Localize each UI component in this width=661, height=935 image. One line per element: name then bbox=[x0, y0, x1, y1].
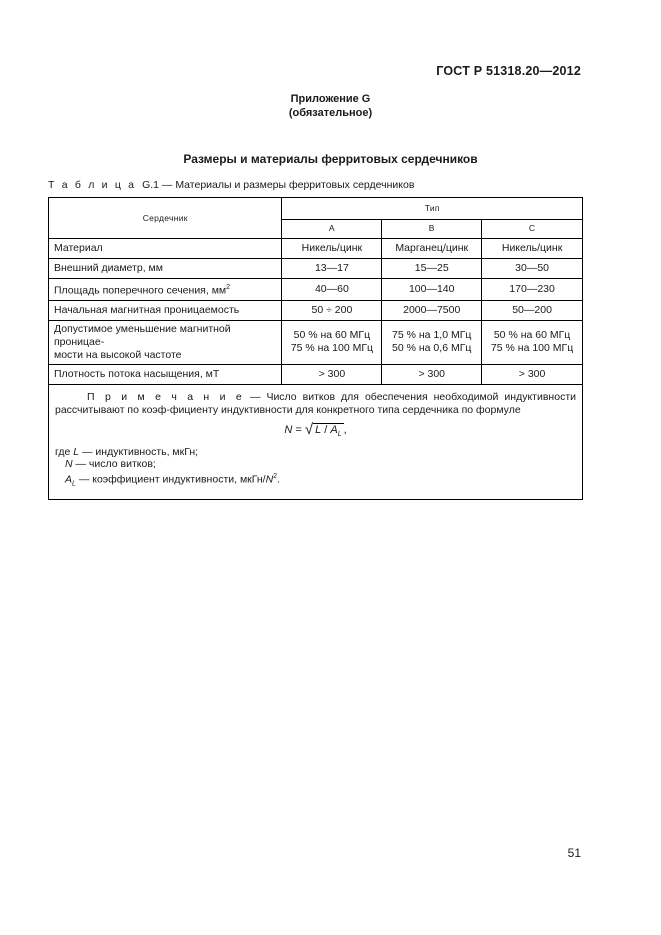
table-caption-text: G.1 — Материалы и размеры ферритовых сердечников bbox=[142, 179, 415, 191]
table-caption-prefix: Т а б л и ц а bbox=[48, 179, 137, 191]
note-text: — Число витков для обеспечения необходимой индуктивности рассчитывают по коэф-фициенту индуктивности для конкретного типа сердечника по формуле bbox=[55, 390, 576, 416]
where-n-text: — число витков; bbox=[72, 458, 156, 471]
cell-a bbox=[282, 320, 382, 364]
where-prefix: где bbox=[55, 445, 74, 458]
document-code: ГОСТ Р 51318.20—2012 bbox=[436, 64, 581, 78]
formula-radicand bbox=[313, 423, 344, 436]
where-n-symbol: N bbox=[65, 458, 73, 471]
header-core: Сердечник bbox=[49, 198, 282, 239]
cell-c: 50—200 bbox=[482, 300, 583, 320]
where-a-sub: L bbox=[72, 480, 76, 488]
cell-c: 170—230 bbox=[482, 279, 583, 301]
row-label-cross-section bbox=[49, 279, 282, 301]
where-a-sup: 2 bbox=[273, 472, 278, 480]
cell-b: > 300 bbox=[382, 364, 482, 384]
header-type-b: В bbox=[382, 219, 482, 238]
cell-b-line-2: 50 % на 0,6 МГц bbox=[392, 342, 472, 354]
where-n bbox=[55, 458, 576, 471]
cell-c: 30—50 bbox=[482, 259, 583, 279]
where-l-symbol: L bbox=[73, 445, 80, 458]
where-a-end: . bbox=[277, 473, 280, 486]
appendix-subtitle: (обязательное) bbox=[288, 107, 373, 119]
cell-b bbox=[382, 320, 482, 364]
note-paragraph bbox=[55, 391, 576, 417]
formula-slash: / bbox=[321, 423, 331, 436]
cell-b: 2000—7500 bbox=[382, 300, 482, 320]
header-type-c: С bbox=[482, 219, 583, 238]
appendix-heading bbox=[0, 92, 661, 120]
note-prefix: П р и м е ч а н и е bbox=[87, 390, 244, 403]
cell-c bbox=[482, 320, 583, 364]
table-row bbox=[49, 320, 583, 364]
row-label-saturation: Плотность потока насыщения, мТ bbox=[49, 364, 282, 384]
formula-l: L bbox=[315, 423, 322, 436]
appendix-title: Приложение G bbox=[290, 93, 371, 105]
where-a-n: N bbox=[265, 473, 274, 486]
cell-c: Никель/цинк bbox=[482, 239, 583, 259]
formula-tail: , bbox=[343, 423, 347, 436]
table-note bbox=[49, 384, 583, 499]
cell-c-line-1: 50 % на 60 МГц bbox=[493, 329, 571, 341]
sqrt-icon: √ bbox=[304, 420, 314, 438]
cell-a: 13—17 bbox=[282, 259, 382, 279]
cell-a-line-2: 75 % на 100 МГц bbox=[290, 342, 374, 354]
where-a-text: — коэффициент индуктивности, мкГн/ bbox=[75, 473, 266, 486]
cell-a-line-1: 50 % на 60 МГц bbox=[293, 329, 371, 341]
page-number: 51 bbox=[567, 846, 581, 860]
table-row bbox=[49, 300, 583, 320]
formula bbox=[55, 420, 576, 441]
label-line-2: мости на высокой частоте bbox=[54, 348, 182, 361]
label-line-1: Допустимое уменьшение магнитной проницае- bbox=[54, 322, 231, 348]
where-l-text: — индуктивность, мкГн; bbox=[79, 445, 199, 458]
where-a-symbol: A bbox=[65, 473, 73, 486]
cell-a: Никель/цинк bbox=[282, 239, 382, 259]
ferrite-core-table bbox=[48, 197, 583, 500]
row-label-material: Материал bbox=[49, 239, 282, 259]
cell-c: > 300 bbox=[482, 364, 583, 384]
table-row bbox=[49, 239, 583, 259]
cell-c-line-2: 75 % на 100 МГц bbox=[490, 342, 574, 354]
cell-a: 40—60 bbox=[282, 279, 382, 301]
formula-a-sub: L bbox=[337, 430, 342, 438]
cell-b: 15—25 bbox=[382, 259, 482, 279]
formula-eq: = bbox=[292, 423, 305, 436]
header-type: Тип bbox=[282, 198, 583, 220]
section-title: Размеры и материалы ферритовых сердечников bbox=[183, 152, 478, 166]
header-type-a: А bbox=[282, 219, 382, 238]
cell-a: 50 ÷ 200 bbox=[282, 300, 382, 320]
where-a bbox=[55, 471, 576, 491]
table-header-row bbox=[49, 198, 583, 220]
table-note-row bbox=[49, 384, 583, 499]
row-label-permeability: Начальная магнитная проницаемость bbox=[49, 300, 282, 320]
table-caption bbox=[48, 179, 414, 191]
table-row bbox=[49, 259, 583, 279]
row-label-permeability-decrease bbox=[49, 320, 282, 364]
where-l bbox=[55, 446, 576, 459]
row-label-outer-diameter: Внешний диаметр, мм bbox=[49, 259, 282, 279]
cell-b: 100—140 bbox=[382, 279, 482, 301]
cell-b: Марганец/цинк bbox=[382, 239, 482, 259]
formula-n: N bbox=[284, 423, 293, 436]
formula-a: A bbox=[330, 423, 338, 436]
cross-section-label: Площадь поперечного сечения, мм bbox=[54, 284, 227, 297]
cell-a: > 300 bbox=[282, 364, 382, 384]
table-row bbox=[49, 279, 583, 301]
table-row bbox=[49, 364, 583, 384]
cross-section-sup: 2 bbox=[226, 284, 231, 291]
cell-b-line-1: 75 % на 1,0 МГц bbox=[392, 329, 472, 341]
